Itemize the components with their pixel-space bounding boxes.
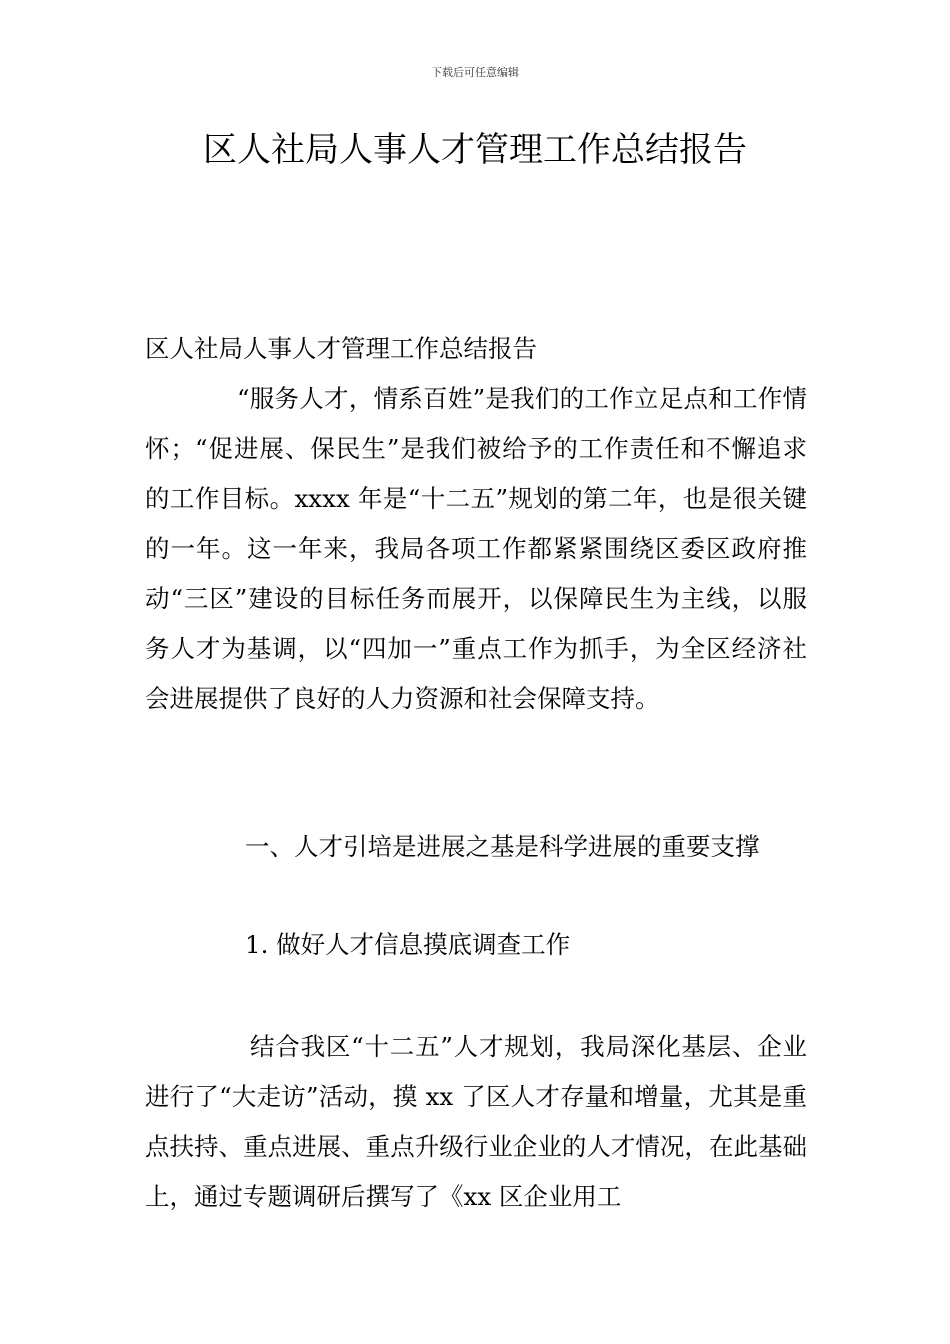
subsection-heading: 1. 做好人才信息摸底调查工作 bbox=[245, 930, 571, 959]
section-heading: 一、人才引培是进展之基是科学进展的重要支撑 bbox=[245, 832, 760, 861]
paragraph-body: 结合我区“十二五”人才规划，我局深化基层、企业进行了“大走访”活动，摸 xx 了区人才存量和增量，尤其是重点扶持、重点进展、重点升级行业企业的人才情况，在此基础上，通过专题调研后撰写了《xx 区企业用工 bbox=[145, 1032, 807, 1211]
document-title: 区人社局人事人才管理工作总结报告 bbox=[203, 130, 747, 170]
header-note: 下载后可任意编辑 bbox=[431, 66, 519, 79]
paragraph-intro: “服务人才，情系百姓”是我们的工作立足点和工作情怀；“促进展、保民生”是我们被给予的工作责任和不懈追求的工作目标。xxxx 年是“十二五”规划的第二年，也是很关键的一年。这一年来，我局各项工作都紧紧围绕区委区政府推动“三区”建设的目标任务而展开，以保障民生为主线，以服务人才为基调，以“四加一”重点工作为抓手，为全区经济社会进展提供了良好的人力资源和社会保障支持。 bbox=[145, 384, 807, 713]
document-subtitle: 区人社局人事人才管理工作总结报告 bbox=[145, 334, 537, 363]
